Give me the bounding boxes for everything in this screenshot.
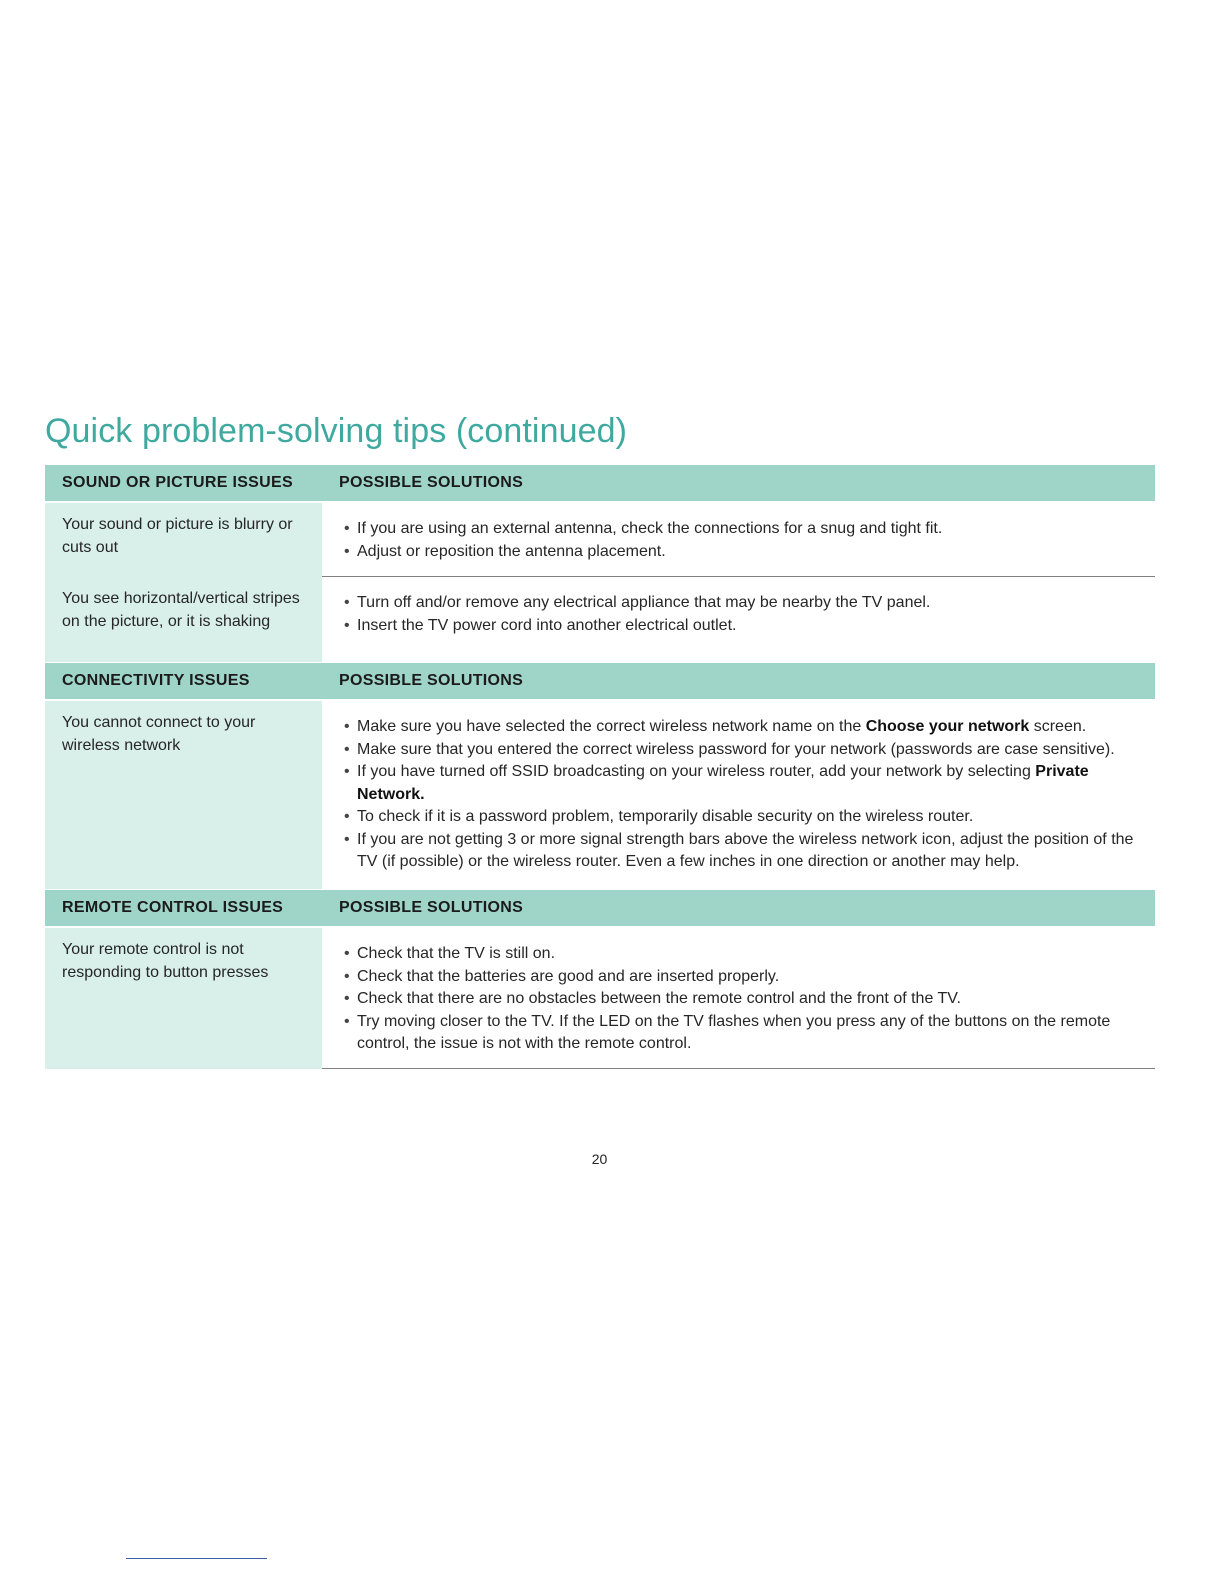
- solution-item: • Check that the TV is still on.: [340, 943, 1145, 966]
- section-header-connectivity: [45, 663, 1155, 699]
- footer-divider: [126, 1558, 267, 1559]
- ui-screen-name: Choose your network: [865, 718, 1030, 735]
- issue-cell: Your remote control is not responding to button presses: [45, 928, 322, 1069]
- column-header-issue: SOUND OR PICTURE ISSUES: [62, 474, 293, 491]
- solution-item: • Adjust or reposition the antenna placement.: [340, 541, 1145, 564]
- table-row: [45, 577, 1155, 662]
- solution-item: • Make sure that you entered the correct wireless password for your network (passwords are case sensitive).: [340, 739, 1145, 762]
- solutions-list: [340, 592, 1145, 637]
- issue-cell: You cannot connect to your wireless network: [45, 701, 322, 889]
- solution-text: Make sure you have selected the correct wireless network name on the: [357, 718, 866, 735]
- solution-item: • Turn off and/or remove any electrical appliance that may be nearby the TV panel.: [340, 592, 1145, 615]
- solution-item: • Insert the TV power cord into another electrical outlet.: [340, 615, 1145, 638]
- solutions-list: [340, 943, 1145, 1056]
- ui-option-name: Private Network.: [357, 763, 1089, 803]
- column-header-solutions: POSSIBLE SOLUTIONS: [339, 672, 524, 689]
- issue-cell: Your sound or picture is blurry or cuts out: [45, 503, 322, 577]
- issue-cell: You see horizontal/vertical stripes on the picture, or it is shaking: [45, 577, 322, 662]
- page-number: 20: [591, 1151, 608, 1167]
- solution-item: • Check that there are no obstacles between the remote control and the front of the TV.: [340, 988, 1145, 1011]
- column-header-issue: REMOTE CONTROL ISSUES: [62, 899, 284, 916]
- table-row: [45, 928, 1155, 1069]
- section-header-sound-picture: [45, 465, 1155, 501]
- solution-item: • Try moving closer to the TV. If the LED on the TV flashes when you press any of the buttons on the remote control, the issue is not with the remote control.: [340, 1011, 1145, 1056]
- solution-item: • To check if it is a password problem, temporarily disable security on the wireless router.: [340, 806, 1145, 829]
- solution-item: [340, 716, 1145, 739]
- section-header-remote-control: [45, 890, 1155, 926]
- page-title: Quick problem-solving tips (continued): [45, 412, 628, 450]
- troubleshooting-table: [45, 465, 1155, 1069]
- solutions-cell: [322, 928, 1155, 1069]
- solutions-list: [340, 716, 1145, 874]
- solution-item: • Check that the batteries are good and are inserted properly.: [340, 966, 1145, 989]
- column-header-solutions: POSSIBLE SOLUTIONS: [339, 474, 524, 491]
- solutions-list: [340, 518, 1145, 563]
- solutions-cell: [322, 577, 1155, 662]
- solutions-cell: [322, 701, 1155, 889]
- column-header-solutions: POSSIBLE SOLUTIONS: [339, 899, 524, 916]
- table-row: [45, 701, 1155, 889]
- solution-text: screen.: [1029, 718, 1087, 735]
- table-row: [45, 503, 1155, 577]
- solution-item: [340, 761, 1145, 806]
- solution-item: • If you are using an external antenna, check the connections for a snug and tight fit.: [340, 518, 1145, 541]
- solution-text: If you have turned off SSID broadcasting on your wireless router, add your network by selecting: [357, 763, 1036, 780]
- solutions-cell: [322, 503, 1155, 577]
- column-header-issue: CONNECTIVITY ISSUES: [62, 672, 250, 689]
- solution-item: • If you are not getting 3 or more signal strength bars above the wireless network icon, adjust the position of the TV (if possible) or the wireless router. Even a few inches in one direction or another may help.: [340, 829, 1145, 874]
